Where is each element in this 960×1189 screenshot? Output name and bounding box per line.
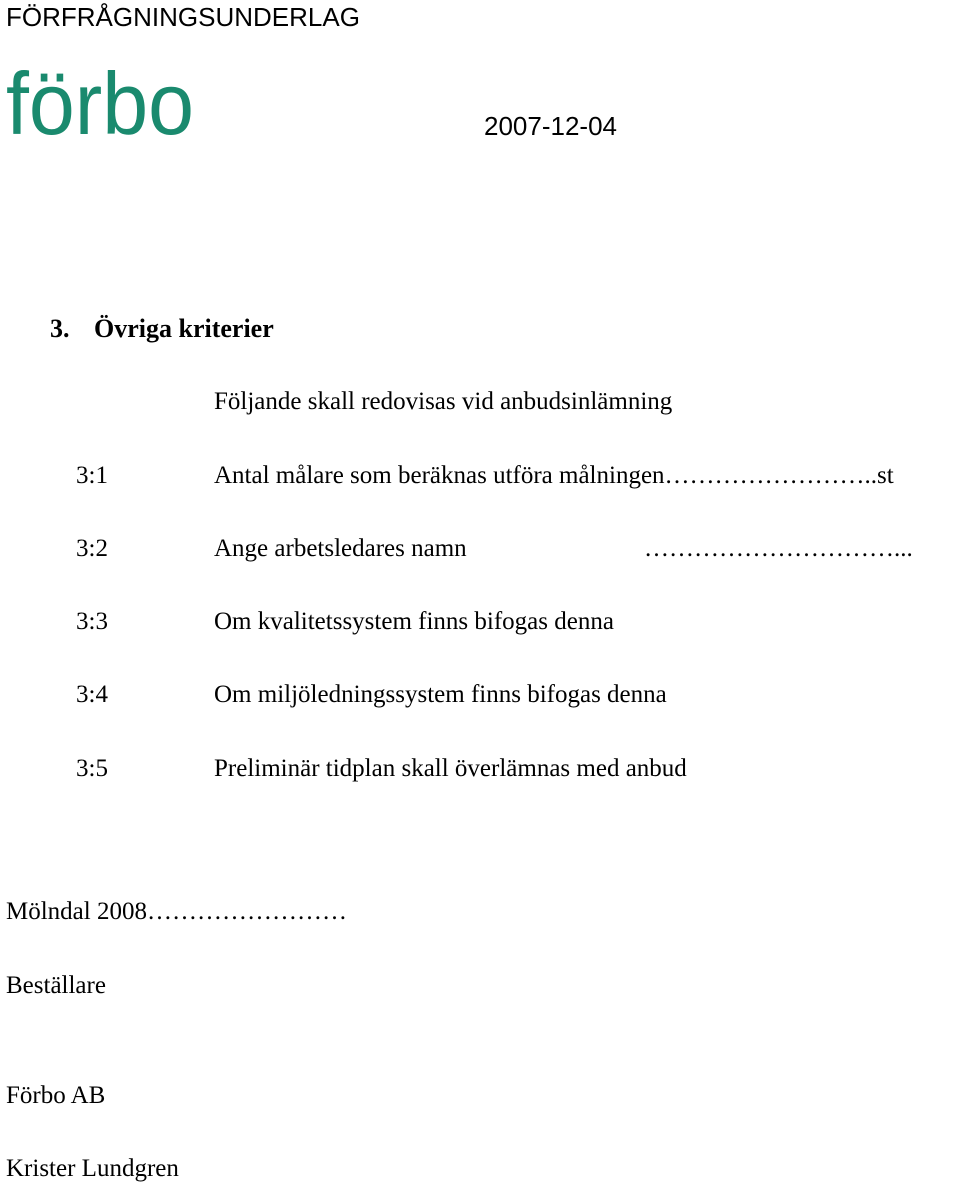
document-date: 2007-12-04 (484, 111, 617, 141)
signature-company: Förbo AB (6, 1082, 106, 1109)
signature-person: Krister Lundgren (6, 1155, 179, 1182)
signature-role: Beställare (6, 972, 106, 999)
answer-fill-line: …………………………... (644, 535, 913, 562)
criterion-text: Antal målare som beräknas utföra målningen……………………..st (214, 462, 894, 489)
criterion-number: 3:4 (76, 681, 108, 708)
logo-wordmark: förbo (6, 58, 194, 142)
section-title: Övriga kriterier (94, 314, 274, 343)
forbo-logo-mark (6, 58, 196, 142)
criterion-text: Ange arbetsledares namn (214, 535, 467, 562)
forbo-logo (6, 58, 196, 142)
criterion-text: Om kvalitetssystem finns bifogas denna (214, 608, 614, 635)
signature-place-date: Mölndal 2008…………………… (6, 898, 347, 925)
criterion-text: Om miljöledningssystem finns bifogas denna (214, 681, 667, 708)
section-intro: Följande skall redovisas vid anbudsinlämning (214, 388, 673, 415)
section-number: 3. (50, 314, 70, 343)
section-heading (50, 314, 274, 344)
criterion-number: 3:5 (76, 755, 108, 782)
document-header-title: FÖRFRÅGNINGSUNDERLAG (6, 2, 360, 32)
criterion-text: Preliminär tidplan skall överlämnas med anbud (214, 755, 687, 782)
criterion-number: 3:1 (76, 462, 108, 489)
criterion-number: 3:2 (76, 535, 108, 562)
criterion-number: 3:3 (76, 608, 108, 635)
